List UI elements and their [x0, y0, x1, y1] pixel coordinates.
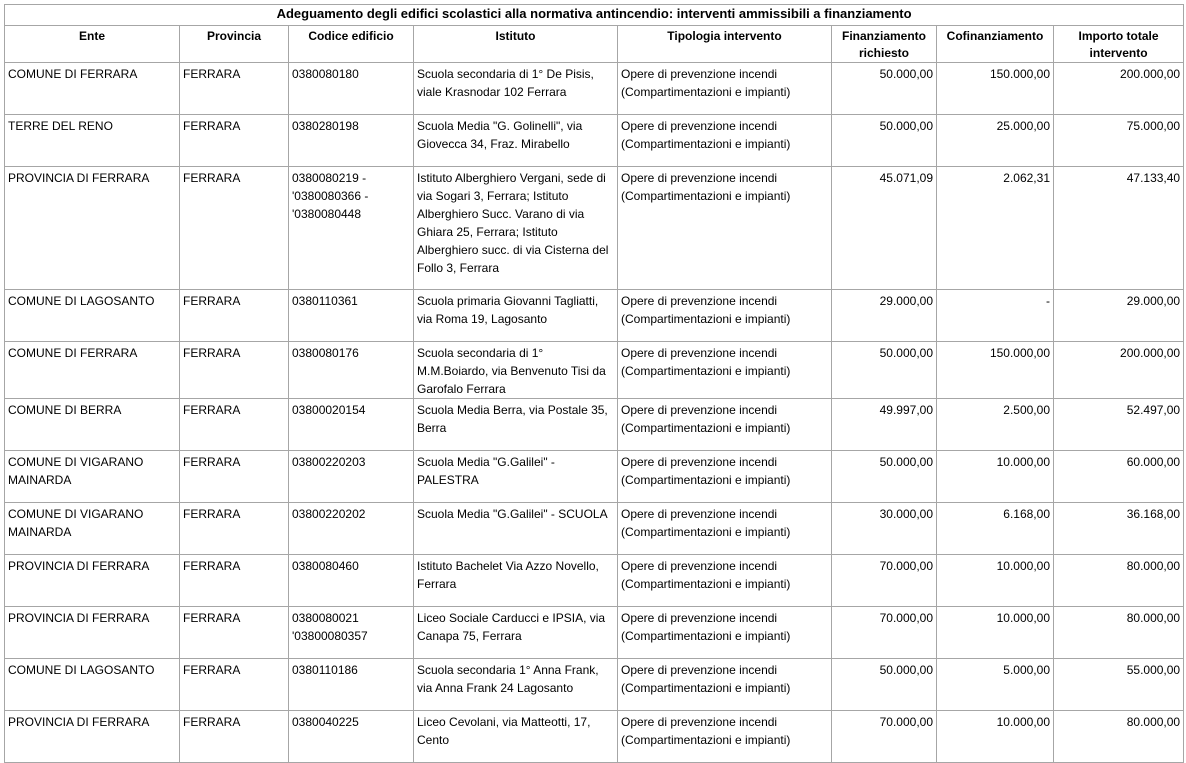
cell-codice-edificio: 0380080219 - '0380080366 - '0380080448 [289, 167, 414, 290]
cell-importo-totale: 29.000,00 [1054, 290, 1184, 342]
cell-tipologia-intervento: Opere di prevenzione incendi (Compartimentazioni e impianti) [618, 555, 832, 607]
table-row [5, 290, 1184, 342]
cell-codice-edificio: 0380110186 [289, 659, 414, 711]
cell-finanziamento-richiesto: 70.000,00 [832, 555, 937, 607]
cell-importo-totale: 200.000,00 [1054, 342, 1184, 399]
cell-tipologia-intervento: Opere di prevenzione incendi (Compartimentazioni e impianti) [618, 167, 832, 290]
cell-codice-edificio: 03800220202 [289, 503, 414, 555]
table-row [5, 659, 1184, 711]
cell-cofinanziamento: 10.000,00 [937, 555, 1054, 607]
cell-importo-totale: 80.000,00 [1054, 711, 1184, 763]
cell-provincia: FERRARA [180, 167, 289, 290]
cell-importo-totale: 75.000,00 [1054, 115, 1184, 167]
cell-tipologia-intervento: Opere di prevenzione incendi (Compartimentazioni e impianti) [618, 711, 832, 763]
cell-provincia: FERRARA [180, 115, 289, 167]
cell-codice-edificio: 0380080021 '03800080357 [289, 607, 414, 659]
funding-table [4, 4, 1184, 763]
cell-codice-edificio: 0380280198 [289, 115, 414, 167]
cell-istituto: Liceo Sociale Carducci e IPSIA, via Canapa 75, Ferrara [414, 607, 618, 659]
cell-codice-edificio: 0380040225 [289, 711, 414, 763]
cell-provincia: FERRARA [180, 607, 289, 659]
header-provincia: Provincia [180, 26, 289, 63]
table-row [5, 63, 1184, 115]
cell-importo-totale: 52.497,00 [1054, 399, 1184, 451]
table-row [5, 115, 1184, 167]
cell-istituto: Scuola Media "G. Golinelli", via Giovecca 34, Fraz. Mirabello [414, 115, 618, 167]
cell-cofinanziamento: 10.000,00 [937, 711, 1054, 763]
cell-ente: PROVINCIA DI FERRARA [5, 711, 180, 763]
cell-tipologia-intervento: Opere di prevenzione incendi (Compartimentazioni e impianti) [618, 342, 832, 399]
cell-ente: TERRE DEL RENO [5, 115, 180, 167]
cell-ente: PROVINCIA DI FERRARA [5, 607, 180, 659]
cell-cofinanziamento: 6.168,00 [937, 503, 1054, 555]
cell-tipologia-intervento: Opere di prevenzione incendi (Compartimentazioni e impianti) [618, 115, 832, 167]
cell-importo-totale: 80.000,00 [1054, 555, 1184, 607]
cell-cofinanziamento: 150.000,00 [937, 63, 1054, 115]
cell-istituto: Istituto Bachelet Via Azzo Novello, Ferrara [414, 555, 618, 607]
cell-cofinanziamento: 5.000,00 [937, 659, 1054, 711]
table-row [5, 399, 1184, 451]
cell-provincia: FERRARA [180, 290, 289, 342]
cell-finanziamento-richiesto: 50.000,00 [832, 115, 937, 167]
cell-finanziamento-richiesto: 50.000,00 [832, 63, 937, 115]
cell-importo-totale: 47.133,40 [1054, 167, 1184, 290]
table-row [5, 451, 1184, 503]
table-title: Adeguamento degli edifici scolastici alla normativa antincendio: interventi ammissibili a finanziamento [5, 5, 1184, 26]
table-row [5, 711, 1184, 763]
header-finanziamento-richiesto: Finanziamento richiesto [832, 26, 937, 63]
table-row [5, 167, 1184, 290]
cell-provincia: FERRARA [180, 451, 289, 503]
cell-tipologia-intervento: Opere di prevenzione incendi (Compartimentazioni e impianti) [618, 503, 832, 555]
cell-tipologia-intervento: Opere di prevenzione incendi (Compartimentazioni e impianti) [618, 451, 832, 503]
table-row [5, 503, 1184, 555]
cell-importo-totale: 200.000,00 [1054, 63, 1184, 115]
table-row [5, 555, 1184, 607]
cell-finanziamento-richiesto: 30.000,00 [832, 503, 937, 555]
cell-tipologia-intervento: Opere di prevenzione incendi (Compartimentazioni e impianti) [618, 63, 832, 115]
cell-cofinanziamento: 2.062,31 [937, 167, 1054, 290]
cell-provincia: FERRARA [180, 399, 289, 451]
cell-importo-totale: 60.000,00 [1054, 451, 1184, 503]
cell-provincia: FERRARA [180, 711, 289, 763]
cell-cofinanziamento: 150.000,00 [937, 342, 1054, 399]
cell-istituto: Scuola Media "G.Galilei" - PALESTRA [414, 451, 618, 503]
cell-istituto: Scuola secondaria di 1° De Pisis, viale Krasnodar 102 Ferrara [414, 63, 618, 115]
header-importo-totale: Importo totale intervento [1054, 26, 1184, 63]
cell-provincia: FERRARA [180, 342, 289, 399]
cell-finanziamento-richiesto: 70.000,00 [832, 607, 937, 659]
cell-ente: COMUNE DI BERRA [5, 399, 180, 451]
cell-ente: PROVINCIA DI FERRARA [5, 555, 180, 607]
header-cofinanziamento: Cofinanziamento [937, 26, 1054, 63]
cell-cofinanziamento: 25.000,00 [937, 115, 1054, 167]
cell-finanziamento-richiesto: 45.071,09 [832, 167, 937, 290]
cell-provincia: FERRARA [180, 555, 289, 607]
cell-cofinanziamento: 10.000,00 [937, 451, 1054, 503]
header-tipologia-intervento: Tipologia intervento [618, 26, 832, 63]
cell-finanziamento-richiesto: 70.000,00 [832, 711, 937, 763]
cell-istituto: Scuola secondaria 1° Anna Frank, via Anna Frank 24 Lagosanto [414, 659, 618, 711]
cell-istituto: Scuola primaria Giovanni Tagliatti, via Roma 19, Lagosanto [414, 290, 618, 342]
cell-codice-edificio: 0380080176 [289, 342, 414, 399]
cell-finanziamento-richiesto: 50.000,00 [832, 342, 937, 399]
table-row [5, 607, 1184, 659]
table-row [5, 342, 1184, 399]
cell-provincia: FERRARA [180, 659, 289, 711]
cell-provincia: FERRARA [180, 63, 289, 115]
cell-tipologia-intervento: Opere di prevenzione incendi (Compartimentazioni e impianti) [618, 659, 832, 711]
cell-istituto: Scuola secondaria di 1° M.M.Boiardo, via Benvenuto Tisi da Garofalo Ferrara [414, 342, 618, 399]
cell-codice-edificio: 0380080180 [289, 63, 414, 115]
cell-cofinanziamento: 10.000,00 [937, 607, 1054, 659]
cell-istituto: Scuola Media "G.Galilei" - SCUOLA [414, 503, 618, 555]
cell-istituto: Scuola Media Berra, via Postale 35, Berra [414, 399, 618, 451]
cell-finanziamento-richiesto: 50.000,00 [832, 451, 937, 503]
cell-importo-totale: 36.168,00 [1054, 503, 1184, 555]
cell-codice-edificio: 03800020154 [289, 399, 414, 451]
cell-finanziamento-richiesto: 50.000,00 [832, 659, 937, 711]
cell-ente: COMUNE DI VIGARANO MAINARDA [5, 451, 180, 503]
cell-tipologia-intervento: Opere di prevenzione incendi (Compartimentazioni e impianti) [618, 607, 832, 659]
cell-cofinanziamento: 2.500,00 [937, 399, 1054, 451]
cell-istituto: Istituto Alberghiero Vergani, sede di via Sogari 3, Ferrara; Istituto Alberghiero Succ. Varano di via Ghiara 25, Ferrara; Istituto Alberghiero succ. di via Cisterna del Follo 3, Ferrara [414, 167, 618, 290]
cell-ente: COMUNE DI LAGOSANTO [5, 659, 180, 711]
cell-provincia: FERRARA [180, 503, 289, 555]
cell-codice-edificio: 0380080460 [289, 555, 414, 607]
cell-ente: COMUNE DI FERRARA [5, 63, 180, 115]
cell-ente: COMUNE DI LAGOSANTO [5, 290, 180, 342]
header-codice-edificio: Codice edificio [289, 26, 414, 63]
cell-finanziamento-richiesto: 49.997,00 [832, 399, 937, 451]
cell-importo-totale: 80.000,00 [1054, 607, 1184, 659]
cell-ente: COMUNE DI FERRARA [5, 342, 180, 399]
cell-codice-edificio: 03800220203 [289, 451, 414, 503]
cell-finanziamento-richiesto: 29.000,00 [832, 290, 937, 342]
cell-tipologia-intervento: Opere di prevenzione incendi (Compartimentazioni e impianti) [618, 290, 832, 342]
cell-ente: COMUNE DI VIGARANO MAINARDA [5, 503, 180, 555]
header-istituto: Istituto [414, 26, 618, 63]
cell-ente: PROVINCIA DI FERRARA [5, 167, 180, 290]
cell-codice-edificio: 0380110361 [289, 290, 414, 342]
cell-importo-totale: 55.000,00 [1054, 659, 1184, 711]
header-row [5, 26, 1184, 63]
cell-istituto: Liceo Cevolani, via Matteotti, 17, Cento [414, 711, 618, 763]
header-ente: Ente [5, 26, 180, 63]
cell-cofinanziamento: - [937, 290, 1054, 342]
cell-tipologia-intervento: Opere di prevenzione incendi (Compartimentazioni e impianti) [618, 399, 832, 451]
